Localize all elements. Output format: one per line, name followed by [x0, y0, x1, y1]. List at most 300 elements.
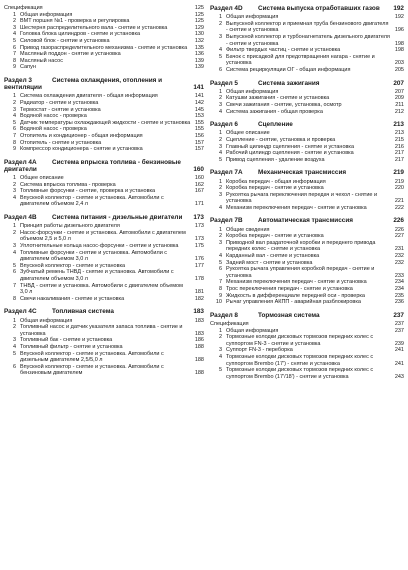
entry-page-number: 125 — [194, 18, 204, 25]
entry-page-number: 145 — [194, 106, 204, 113]
entry-number: 5 — [12, 350, 16, 357]
section-page-number: 237 — [393, 311, 404, 319]
entry-text: Общая информация — [226, 88, 279, 95]
entry-page-number: 125 — [194, 5, 204, 11]
entry-number: 8 — [12, 57, 16, 64]
entry-page-number: 156 — [194, 132, 204, 139]
section-page-number: 213 — [393, 121, 404, 129]
entry-number: 6 — [12, 126, 16, 133]
section-number: Раздел 5 — [210, 79, 238, 87]
entry-text: Жидкость в дифференциале передней оси - проверка — [226, 292, 365, 299]
entry-page-number: 142 — [194, 99, 204, 106]
toc-entry — [4, 113, 204, 120]
entry-number: 4 — [218, 353, 222, 360]
entry-page-number: 192 — [394, 14, 404, 21]
toc-entry — [4, 243, 204, 250]
entry-text: Общая информация — [20, 317, 73, 324]
entry-text: Водяной насос - проверка — [20, 113, 87, 120]
entry-number: 3 — [218, 143, 222, 150]
toc-entry — [210, 367, 404, 380]
toc-entry — [210, 102, 404, 109]
entry-number: 2 — [218, 136, 222, 143]
section-title: Система охлаждения, отопления и вентиляции — [4, 76, 163, 92]
entry-text: Тормозные колодки дисковых тормозов передних колес с суппортом Brembo (17'/18') - снятие и установка — [226, 367, 374, 380]
toc-entry — [210, 47, 404, 54]
section-number: Раздел 7А — [210, 169, 243, 177]
toc-entry — [4, 364, 204, 377]
section-title: Топливная система — [52, 308, 114, 316]
entry-page-number: 217 — [394, 150, 404, 157]
section-number: Раздел 4В — [4, 214, 37, 222]
entry-page-number: 234 — [394, 286, 404, 293]
toc-entry — [4, 18, 204, 25]
entry-page-number: 188 — [194, 343, 204, 350]
toc-entry — [210, 253, 404, 260]
entry-number: 6 — [218, 66, 222, 73]
entry-text: Термостат - снятие и установка — [20, 106, 101, 113]
toc-entry — [4, 182, 204, 189]
entry-number: 9 — [218, 292, 222, 299]
entry-page-number: 129 — [194, 24, 204, 31]
entry-number: 5 — [218, 367, 222, 374]
entry-text: Компрессор кондиционера - снятие и установка — [20, 146, 143, 153]
entry-page-number: 188 — [194, 370, 204, 377]
toc-entry — [4, 344, 204, 351]
entry-number: 5 — [218, 156, 222, 163]
toc-entry — [4, 100, 204, 107]
entry-text: Радиатор - снятие и установка — [20, 99, 99, 106]
entry-number: 7 — [218, 279, 222, 286]
entry-page-number: 139 — [194, 64, 204, 71]
section-title: Система впрыска топлива - бензиновые двигатели — [4, 158, 181, 173]
entry-text: Шестерня распределительного вала - снятие и установка — [20, 24, 168, 31]
entry-number: 1 — [218, 88, 222, 95]
entry-page-number: 226 — [394, 226, 404, 233]
entry-number: 4 — [218, 108, 222, 115]
section-title: Механическая трансмиссия — [258, 169, 347, 177]
toc-entry-specification — [210, 321, 404, 328]
toc-entry — [210, 205, 404, 212]
entry-number: 3 — [12, 243, 16, 250]
entry-text: Спецификация — [210, 321, 249, 327]
toc-entry — [4, 126, 204, 133]
toc-entry — [4, 133, 204, 140]
entry-number: 1 — [218, 327, 222, 334]
section-title: Сцепление — [258, 121, 293, 129]
entry-page-number: 125 — [194, 11, 204, 18]
entry-page-number: 136 — [194, 51, 204, 58]
entry-page-number: 237 — [394, 327, 404, 334]
toc-entry — [210, 286, 404, 293]
entry-number: 1 — [12, 175, 16, 182]
toc-entry — [210, 34, 404, 47]
entry-page-number: 155 — [194, 126, 204, 133]
entry-text: Насос-форсунки - снятие и установка. Автомобили с двигателем объемом 2,5 и 5,0 л — [20, 229, 186, 243]
entry-page-number: 241 — [394, 347, 404, 354]
section-heading — [210, 80, 404, 87]
entry-text: Механизм переключения передач - снятие и установка — [226, 204, 367, 211]
entry-page-number: 241 — [394, 360, 404, 367]
entry-number: 3 — [12, 188, 16, 195]
toc-entry — [4, 38, 204, 45]
entry-text: Впускной коллектор - снятие и установка — [20, 262, 126, 269]
entry-text: Общая информация — [226, 327, 279, 334]
toc-entry — [210, 150, 404, 157]
entry-number: 1 — [218, 14, 222, 21]
entry-number: 2 — [12, 18, 16, 25]
toc-entry — [210, 54, 404, 67]
entry-text: Катушки зажигания - снятие и установка — [226, 95, 330, 102]
toc-entry-specification — [4, 5, 204, 12]
entry-page-number: 221 — [394, 198, 404, 205]
section-page-number: 141 — [193, 84, 204, 92]
entry-number: 6 — [12, 44, 16, 51]
entry-page-number: 173 — [194, 223, 204, 230]
entry-page-number: 231 — [394, 246, 404, 253]
entry-page-number: 234 — [394, 279, 404, 286]
entry-number: 2 — [12, 181, 16, 188]
entry-text: Сапун — [20, 64, 36, 71]
entry-text: Спецификация — [4, 5, 43, 11]
entry-text: Система охлаждения двигателя - общая информация — [20, 93, 158, 100]
section-number: Раздел 7В — [210, 217, 243, 225]
section-number: Раздел 6 — [210, 121, 238, 129]
entry-number: 2 — [12, 229, 16, 236]
entry-text: Головка блока цилиндров - снятие и установка — [20, 31, 141, 38]
entry-page-number: 220 — [394, 185, 404, 192]
entry-page-number: 135 — [194, 44, 204, 51]
entry-number: 1 — [12, 93, 16, 100]
entry-page-number: 196 — [394, 27, 404, 34]
entry-text: Топливные форсунки - снятие и установка. Автомобили с двигателем объемом 3,0 л — [20, 249, 168, 263]
entry-text: Масляный насос — [20, 57, 63, 64]
entry-page-number: 162 — [194, 181, 204, 188]
entry-number: 1 — [218, 130, 222, 137]
entry-page-number: 198 — [394, 40, 404, 47]
entry-number: 6 — [12, 269, 16, 276]
section-title: Система выпуска отработавших газов — [258, 5, 380, 12]
entry-number: 1 — [218, 226, 222, 233]
entry-text: Главный цилиндр сцепления - снятие и установка — [226, 143, 355, 150]
entry-number: 5 — [12, 262, 16, 269]
entry-number: 2 — [12, 324, 16, 331]
section-title: Автоматическая трансмиссия — [258, 217, 353, 225]
toc-entry — [4, 250, 204, 263]
entry-page-number: 186 — [194, 337, 204, 344]
entry-page-number: 173 — [194, 236, 204, 243]
entry-number: 3 — [218, 239, 222, 246]
entry-page-number: 183 — [194, 330, 204, 337]
entry-text: Топливные форсунки - снятие, проверка и установка — [20, 188, 156, 195]
section-heading — [210, 121, 404, 128]
entry-number: 4 — [218, 47, 222, 54]
entry-page-number: 237 — [394, 321, 404, 327]
entry-text: Коробка передач - снятие и установка — [226, 233, 324, 240]
toc-entry — [210, 21, 404, 34]
entry-number: 8 — [12, 295, 16, 302]
entry-text: ВМТ поршня №1 - проверка и регулировка — [20, 18, 130, 25]
entry-text: Система впрыска топлива - проверка — [20, 181, 116, 188]
entry-page-number: 239 — [394, 340, 404, 347]
entry-page-number: 188 — [194, 357, 204, 364]
entry-text: Топливный бак - снятие и установка — [20, 337, 113, 344]
section-title: Тормозная система — [258, 311, 320, 319]
toc-entry — [4, 223, 204, 230]
entry-number: 4 — [218, 253, 222, 260]
entry-text: Рычаг управления АКПП - аварийная разблокировка — [226, 299, 361, 306]
entry-text: Силовой блок - снятие и установка — [20, 37, 110, 44]
entry-text: Уплотнительные кольца насос-форсунки - снятие и установка — [20, 243, 179, 250]
section-number: Раздел 3 — [4, 76, 32, 84]
entry-number: 7 — [12, 282, 16, 289]
toc-entry — [210, 354, 404, 367]
section-page-number: 183 — [193, 308, 204, 316]
entry-page-number: 177 — [194, 262, 204, 269]
toc-entry — [4, 31, 204, 38]
entry-page-number: 167 — [194, 188, 204, 195]
section-page-number: 192 — [393, 5, 404, 12]
section-heading — [4, 308, 204, 315]
entry-page-number: 157 — [194, 146, 204, 153]
entry-text: Коробка передач - снятие и установка — [226, 185, 324, 192]
section-number: Раздел 4D — [210, 5, 243, 12]
entry-text: ТНВД - снятие и установка. Автомобили с двигателем объемом 3,0 л — [20, 282, 183, 296]
entry-page-number: 175 — [194, 243, 204, 250]
section-page-number: 160 — [193, 165, 204, 173]
entry-text: Коробка передач - общая информация — [226, 178, 326, 185]
toc-entry — [210, 109, 404, 116]
entry-text: Привод сцепления - удаление воздуха — [226, 156, 325, 163]
entry-page-number: 203 — [394, 60, 404, 67]
entry-number: 5 — [218, 53, 222, 60]
entry-text: Свечи накаливания - снятие и установка — [20, 295, 125, 302]
entry-text: Впускной коллектор - снятие и установка. Автомобили с дизельным двигателем 2,5/5,0 л — [20, 350, 164, 364]
entry-page-number: 171 — [194, 201, 204, 208]
toc-entry — [210, 347, 404, 354]
entry-number: 10 — [215, 299, 222, 306]
toc-entry — [210, 279, 404, 286]
entry-number: 4 — [218, 204, 222, 211]
entry-number: 4 — [12, 113, 16, 120]
entry-text: Фильтр твердых частиц - снятие и установка — [226, 47, 341, 54]
entry-page-number: 207 — [394, 88, 404, 95]
entry-number: 1 — [12, 317, 16, 324]
entry-page-number: 198 — [394, 47, 404, 54]
entry-page-number: 182 — [194, 295, 204, 302]
entry-number: 6 — [218, 266, 222, 273]
entry-text: Топливный насос и датчик указателя запаса топлива - снятие и установка — [20, 324, 183, 337]
section-heading — [210, 312, 404, 319]
entry-number: 1 — [12, 223, 16, 230]
entry-text: Общая информация — [20, 11, 73, 18]
toc-entry — [210, 185, 404, 192]
entry-text: Общая информация — [226, 14, 279, 21]
entry-number: 4 — [12, 194, 16, 201]
entry-text: Впускной коллектор - снятие и установка. Автомобили с двигателем объемом 2,4 л — [20, 194, 164, 208]
toc-entry — [210, 334, 404, 347]
entry-text: Общее описание — [20, 175, 64, 182]
entry-text: Сцепление - снятие, установка и проверка — [226, 136, 336, 143]
toc-entry — [4, 351, 204, 364]
entry-page-number: 141 — [194, 93, 204, 100]
toc-column-left — [4, 5, 204, 377]
section-heading — [210, 217, 404, 224]
toc-entry — [210, 130, 404, 137]
entry-number: 3 — [12, 337, 16, 344]
toc-entry — [210, 67, 404, 74]
toc-entry — [210, 95, 404, 102]
entry-page-number: 176 — [194, 256, 204, 263]
entry-page-number: 160 — [194, 175, 204, 182]
toc-entry — [210, 299, 404, 306]
entry-number: 9 — [12, 146, 16, 153]
entry-text: Зубчатый ремень ТНВД - снятие и установка. Автомобили с двигателем объемом 3,0 л — [20, 269, 174, 283]
entry-page-number: 215 — [394, 136, 404, 143]
entry-text: Бачок с присадкой для предотвращения нагара - снятие и установка — [226, 53, 375, 67]
entry-page-number: 219 — [394, 178, 404, 185]
entry-number: 4 — [218, 150, 222, 157]
entry-number: 2 — [218, 334, 222, 341]
entry-page-number: 232 — [394, 253, 404, 260]
entry-number: 3 — [12, 24, 16, 31]
entry-text: Система зажигания - общая проверка — [226, 108, 323, 115]
toc-entry — [4, 188, 204, 195]
entry-page-number: 217 — [394, 156, 404, 163]
entry-text: Тормозные колодки дисковых тормозов передних колес с суппортом Brembo (17') - снятие и установка — [226, 353, 374, 367]
section-heading — [4, 159, 204, 173]
entry-text: Датчик температуры охлаждающей жидкости - снятие и установка — [20, 119, 191, 126]
toc-entry — [210, 192, 404, 205]
toc-entry — [4, 175, 204, 182]
entry-page-number: 153 — [194, 113, 204, 120]
entry-text: Принцип работы дизельного двигателя — [20, 223, 120, 230]
entry-number: 2 — [12, 99, 16, 106]
entry-page-number: 227 — [394, 233, 404, 240]
entry-page-number: 222 — [394, 204, 404, 211]
toc-entry — [4, 296, 204, 303]
entry-text: Водяной насос - проверка — [20, 126, 87, 133]
toc-entry — [210, 227, 404, 234]
entry-text: Система рециркуляции ОГ - общая информация — [226, 66, 351, 73]
entry-number: 7 — [12, 51, 16, 58]
toc-entry — [210, 233, 404, 240]
entry-text: Механизм переключения передач - снятие и установка — [226, 279, 367, 286]
entry-number: 5 — [12, 37, 16, 44]
entry-text: Привод газораспределительного механизма - снятие и установка — [20, 44, 188, 51]
entry-text: Рукоятка рычага управления коробкой передач - снятие и установка — [226, 266, 375, 279]
entry-number: 4 — [12, 31, 16, 38]
toc-entry — [4, 283, 204, 296]
entry-number: 4 — [12, 249, 16, 256]
entry-text: Отопитель - снятие и установка — [20, 139, 102, 146]
entry-number: 2 — [218, 185, 222, 192]
entry-number: 6 — [12, 363, 16, 370]
entry-text: Общее описание — [226, 130, 270, 137]
entry-number: 7 — [12, 132, 16, 139]
entry-page-number: 212 — [394, 108, 404, 115]
toc-entry — [210, 266, 404, 279]
entry-text: Выпускной коллектор и турбонагнетатель дизельного двигателя - снятие и установка — [226, 33, 390, 47]
entry-number: 5 — [218, 259, 222, 266]
entry-page-number: 130 — [194, 31, 204, 38]
section-page-number: 219 — [393, 169, 404, 177]
toc-entry — [4, 230, 204, 243]
entry-number: 3 — [12, 106, 16, 113]
toc-entry — [4, 324, 204, 337]
entry-page-number: 157 — [194, 139, 204, 146]
toc-entry — [4, 146, 204, 153]
entry-page-number: 205 — [394, 66, 404, 73]
entry-text: Рабочий цилиндр сцепления - снятие и установка — [226, 150, 354, 157]
entry-number: 8 — [12, 139, 16, 146]
entry-text: Приводной вал раздаточной коробки и переднего привода передних колес - снятие и установка — [226, 239, 376, 253]
entry-page-number: 209 — [394, 95, 404, 102]
entry-text: Выпускной коллектор и приемная труба бензинового двигателя - снятие и установка — [226, 20, 389, 34]
entry-page-number: 139 — [194, 57, 204, 64]
entry-number: 5 — [12, 119, 16, 126]
section-heading — [4, 77, 204, 91]
section-heading — [4, 214, 204, 221]
entry-page-number: 232 — [394, 259, 404, 266]
toc-entry — [4, 337, 204, 344]
section-number: Раздел 8 — [210, 311, 238, 319]
entry-text: Топливный фильтр - снятие и установка — [20, 343, 123, 350]
section-number: Раздел 4А — [4, 158, 37, 166]
toc-entry — [4, 64, 204, 71]
entry-text: Масляный поддон - снятие и установка — [20, 51, 121, 58]
toc-entry — [4, 140, 204, 147]
toc-entry — [210, 157, 404, 164]
entry-page-number: 155 — [194, 119, 204, 126]
toc-entry — [210, 137, 404, 144]
section-heading — [210, 5, 404, 12]
toc-entry — [4, 269, 204, 282]
entry-page-number: 132 — [194, 37, 204, 44]
entry-number: 2 — [218, 20, 222, 27]
entry-number: 2 — [218, 233, 222, 240]
toc-entry — [4, 12, 204, 19]
entry-number: 9 — [12, 64, 16, 71]
entry-page-number: 216 — [394, 143, 404, 150]
section-title: Система зажигания — [258, 79, 320, 87]
entry-text: Общие сведения — [226, 226, 270, 233]
entry-text: Рукоятка рычага переключения передач и чехол - снятие и установка — [226, 191, 378, 205]
entry-number: 3 — [218, 347, 222, 354]
toc-column-right — [210, 5, 404, 380]
entry-page-number: 181 — [194, 289, 204, 296]
entry-page-number: 211 — [395, 101, 404, 108]
entry-number: 8 — [218, 286, 222, 293]
toc-entry — [210, 328, 404, 335]
toc-entry — [4, 51, 204, 58]
section-page-number: 226 — [393, 217, 404, 225]
section-number: Раздел 4С — [4, 308, 37, 316]
section-page-number: 173 — [193, 214, 204, 222]
entry-number: 4 — [12, 343, 16, 350]
toc-entry — [210, 14, 404, 21]
entry-number: 1 — [12, 11, 16, 18]
entry-text: Задний мост - снятие и установка — [226, 259, 313, 266]
entry-page-number: 183 — [194, 317, 204, 324]
toc-entry — [210, 179, 404, 186]
toc-entry — [4, 58, 204, 65]
entry-number: 1 — [218, 178, 222, 185]
entry-page-number: 233 — [394, 272, 404, 279]
toc-entry — [4, 25, 204, 32]
entry-text: Отопитель и кондиционер - общая информация — [20, 132, 143, 139]
entry-text: Суппорт FN-3 - переборка — [226, 347, 293, 354]
entry-page-number: 235 — [394, 292, 404, 299]
